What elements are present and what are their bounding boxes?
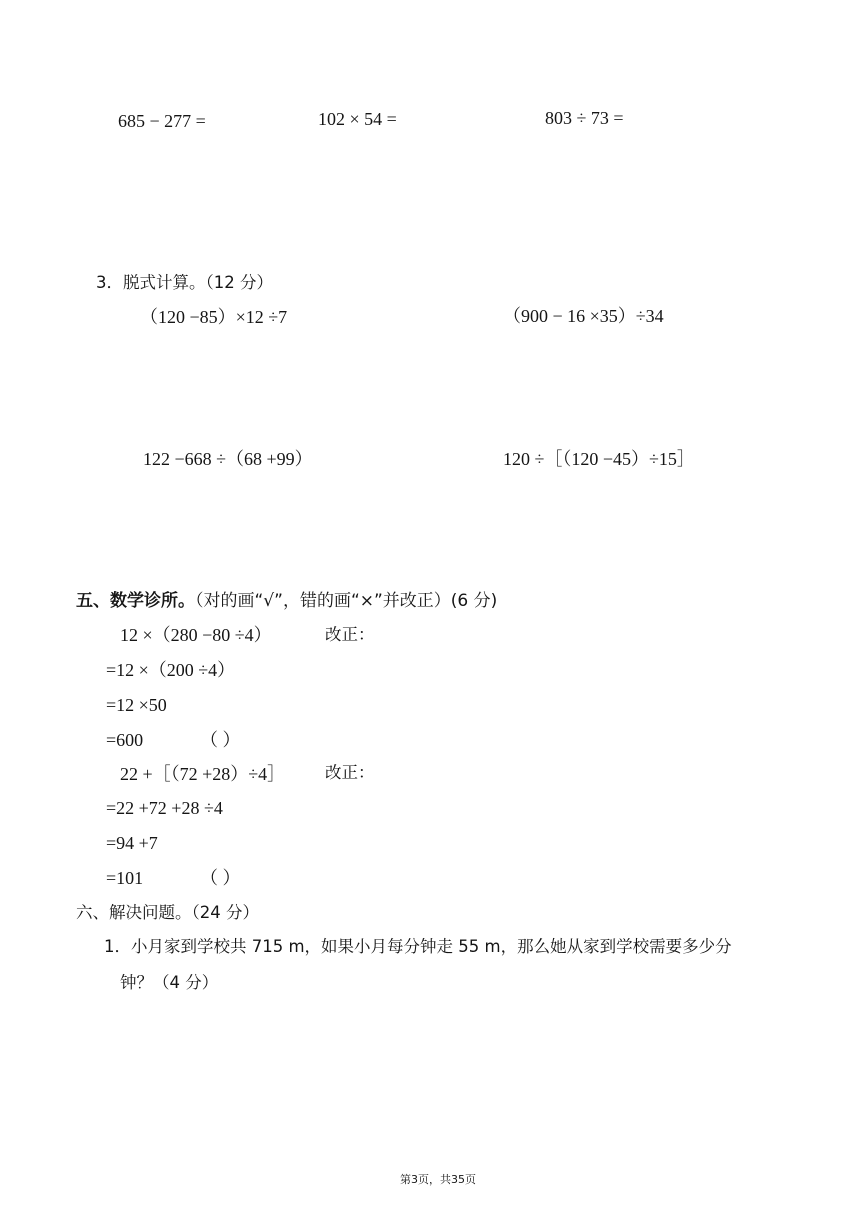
calc-expression-685: 685 − 277 = bbox=[118, 111, 206, 131]
q3-expression-3: 122 −668 ÷（68 +99） bbox=[143, 449, 313, 469]
word-problem-1-line-1: 1．小月家到学校共 715 m，如果小月每分钟走 55 m，那么她从家到学校需要多少分 bbox=[104, 937, 732, 956]
section-6-title: 六、解决问题。（24 分） bbox=[76, 903, 259, 922]
page-number-footer: 第3页，共35页 bbox=[400, 1173, 476, 1186]
question-3-title: 3．脱式计算。（12 分） bbox=[96, 273, 273, 292]
problem-2-line-2: =22 +72 +28 ÷4 bbox=[106, 798, 223, 818]
problem-2-line-3: =94 +7 bbox=[106, 833, 158, 853]
problem-2-answer-blank[interactable]: （ ） bbox=[200, 868, 241, 888]
problem-1-line-2: =12 ×（200 ÷4） bbox=[106, 660, 236, 680]
q3-expression-2: （900 − 16 ×35）÷34 bbox=[503, 306, 664, 326]
problem-1-correction-label: 改正： bbox=[325, 625, 375, 644]
section-5-title bbox=[76, 590, 497, 612]
problem-1-line-1: 12 ×（280 −80 ÷4） bbox=[120, 625, 272, 645]
problem-1-line-4: =600 bbox=[106, 730, 144, 750]
q3-expression-1: （120 −85）×12 ÷7 bbox=[140, 307, 288, 327]
calc-expression-102: 102 × 54 = bbox=[318, 109, 397, 129]
calc-expression-803: 803 ÷ 73 = bbox=[545, 108, 624, 128]
section-5-instructions: （对的画“√”，错的画“×”并改正）(6 分) bbox=[195, 591, 498, 611]
problem-2-correction-label: 改正： bbox=[325, 763, 375, 782]
problem-1-line-3: =12 ×50 bbox=[106, 695, 167, 715]
problem-2-line-1: 22 +［（72 +28）÷4］ bbox=[120, 764, 286, 784]
problem-1-answer-blank[interactable]: （ ） bbox=[200, 730, 241, 750]
problem-2-line-4: =101 bbox=[106, 868, 144, 888]
q3-expression-4: 120 ÷［（120 −45）÷15］ bbox=[503, 449, 695, 469]
section-5-heading: 五、数学诊所。 bbox=[76, 591, 195, 611]
word-problem-1-line-2: 钟？（4 分） bbox=[120, 973, 219, 992]
